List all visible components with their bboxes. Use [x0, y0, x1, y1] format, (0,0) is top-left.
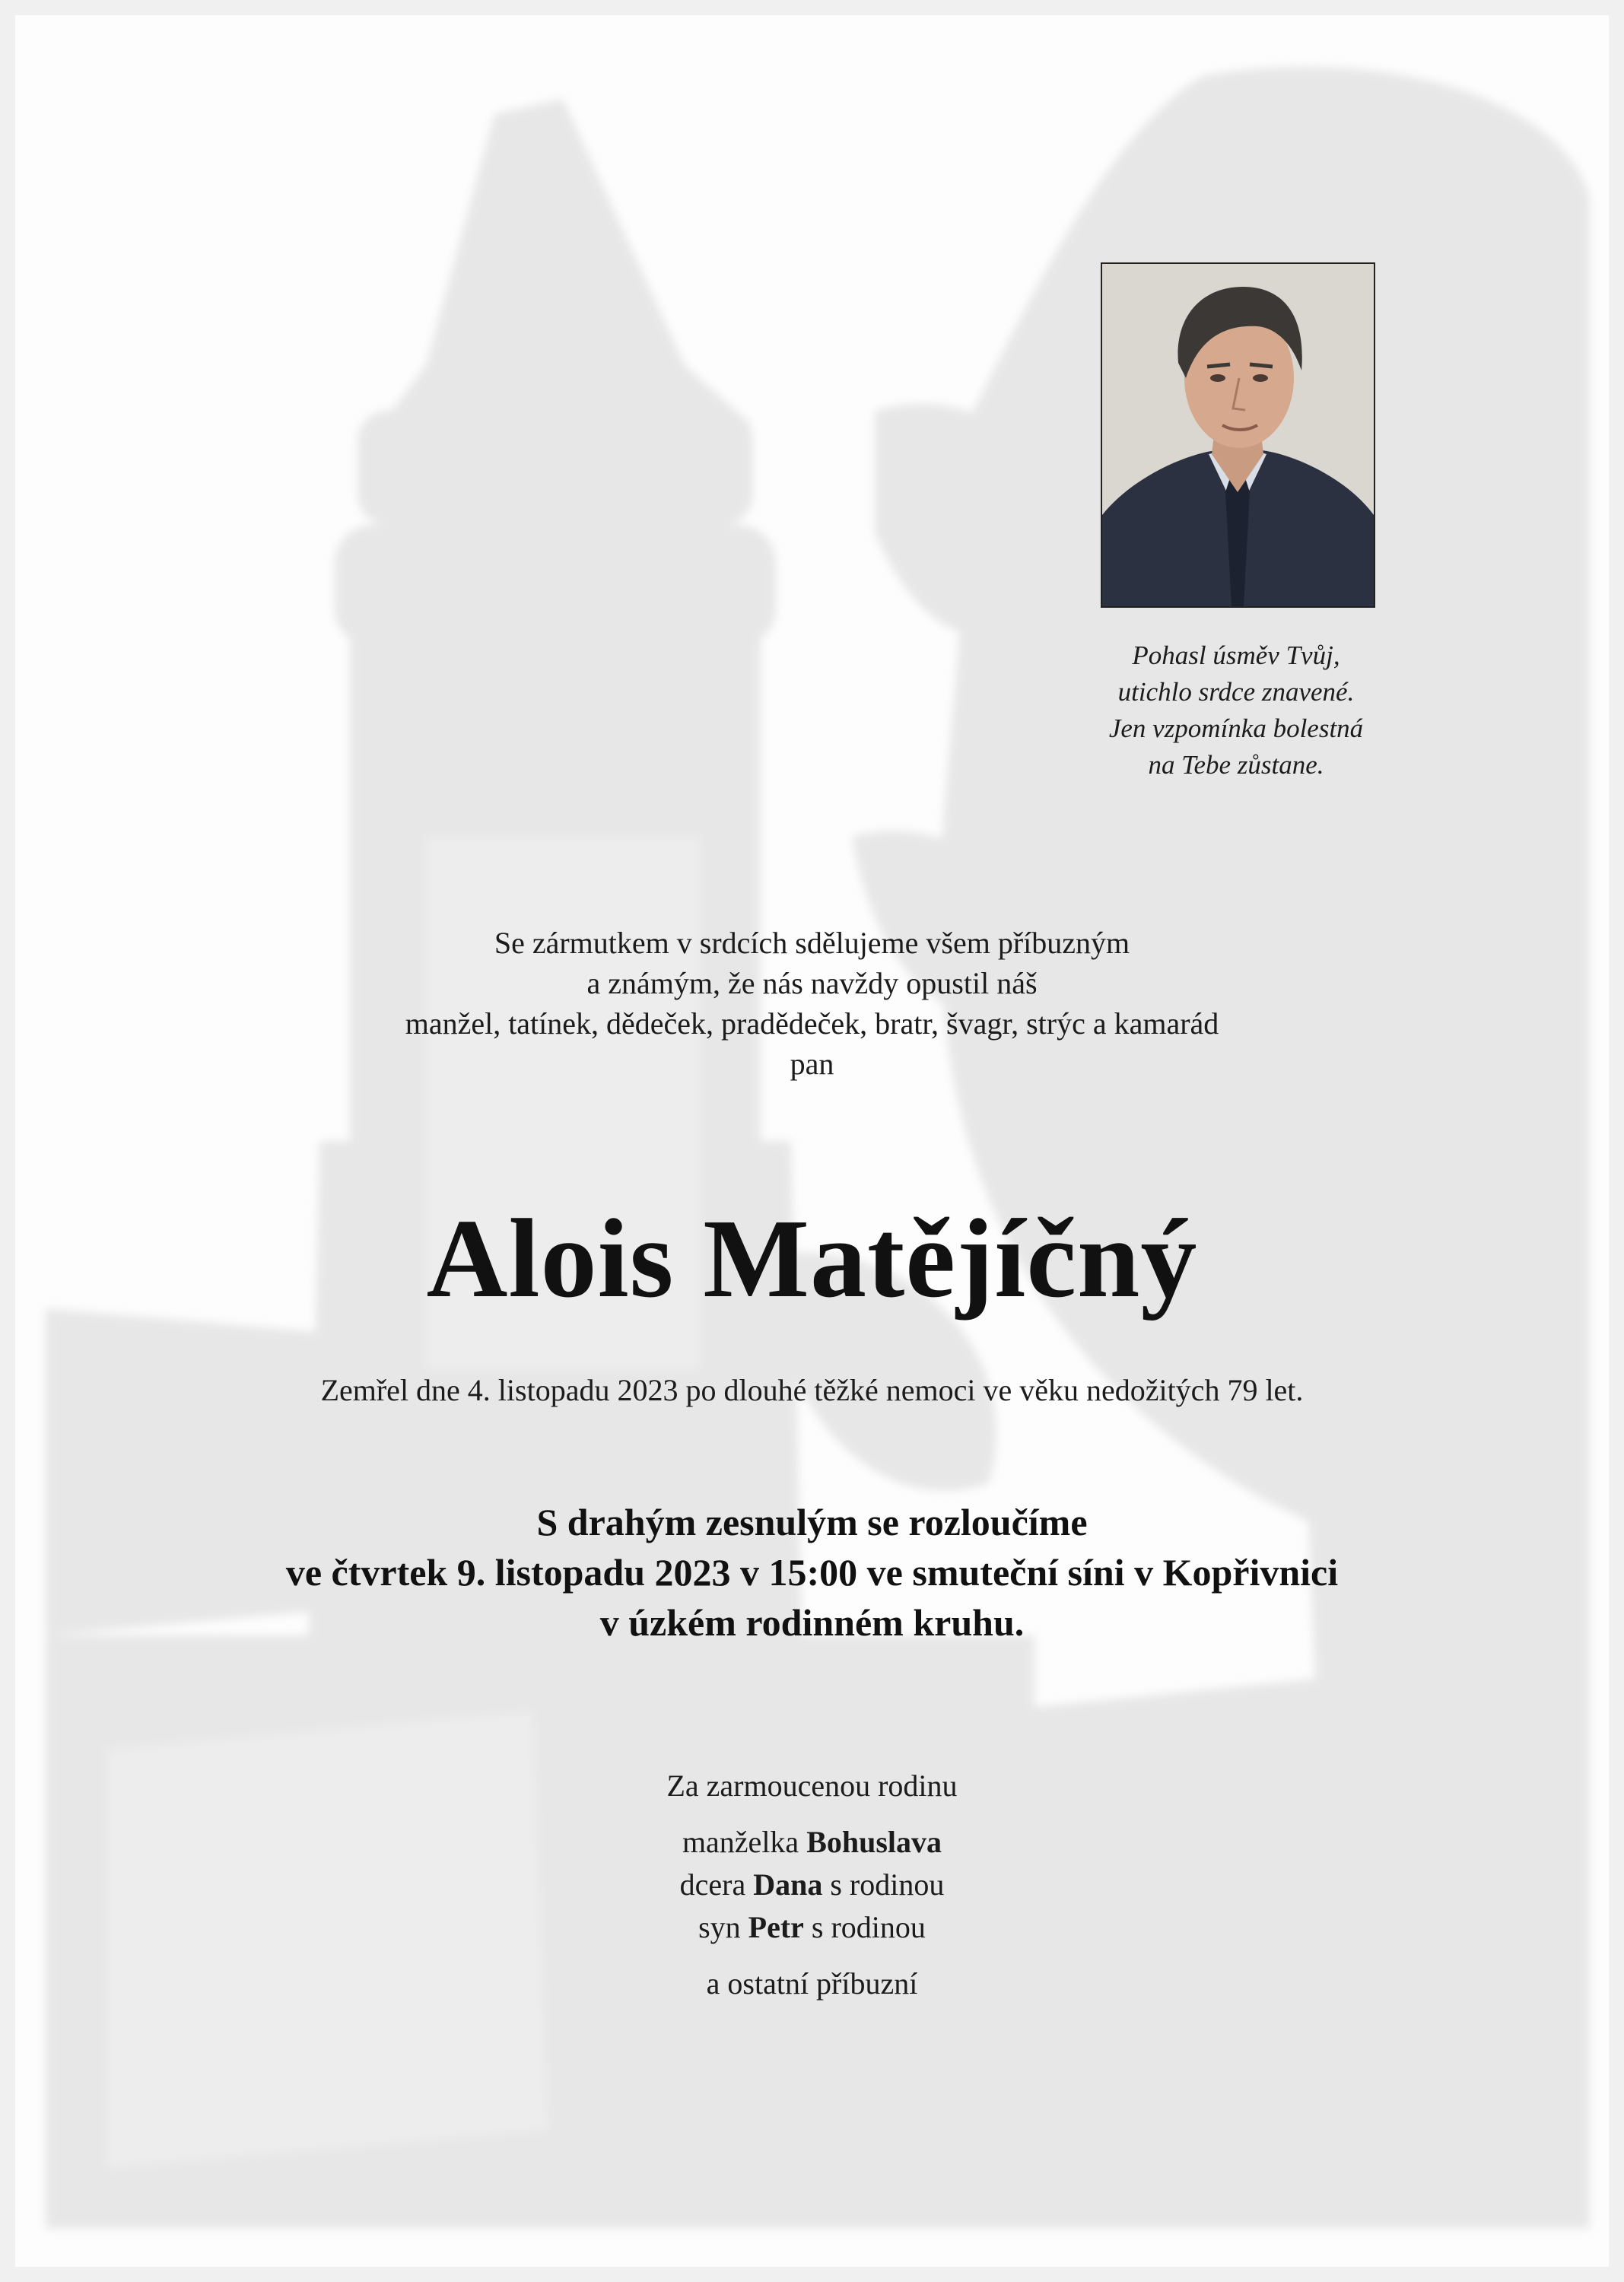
signer-prefix: syn: [698, 1910, 741, 1944]
signer-prefix: manželka: [682, 1825, 799, 1859]
poem-line: Jen vzpomínka bolestná: [1108, 714, 1364, 743]
memorial-poem: [1019, 637, 1453, 783]
announcement-line: a známým, že nás navždy opustil náš: [586, 966, 1038, 1000]
announcement-text: [152, 923, 1472, 1084]
death-note: Zemřel dne 4. listopadu 2023 po dlouhé těžké nemoci ve věku nedožitých 79 let.: [320, 1373, 1304, 1407]
ceremony-line: ve čtvrtek 9. listopadu 2023 v 15:00 ve smuteční síni v Kopřivnici: [285, 1551, 1339, 1594]
signer-daughter: [456, 1864, 1168, 1906]
deceased-name: Alois Matějíčný: [426, 1197, 1198, 1321]
poem-line: na Tebe zůstane.: [1148, 750, 1324, 780]
portrait-photo-icon: [1102, 264, 1374, 606]
signers-others: a ostatní příbuzní: [706, 1966, 918, 2001]
announcement-line: pan: [790, 1047, 834, 1081]
poem-line: utichlo srdce znavené.: [1117, 677, 1355, 707]
signers-intro: Za zarmoucenou rodinu: [666, 1769, 958, 1803]
signer-name: Petr: [748, 1910, 804, 1944]
portrait-photo: [1101, 262, 1375, 608]
family-signers: [456, 1765, 1168, 2005]
ceremony-line: v úzkém rodinném kruhu.: [599, 1601, 1025, 1644]
ceremony-line: S drahým zesnulým se rozloučíme: [536, 1501, 1088, 1543]
signer-suffix: s rodinou: [830, 1867, 945, 1902]
announcement-line: Se zármutkem v srdcích sdělujeme všem příbuzným: [494, 926, 1130, 960]
ceremony-info: [76, 1497, 1548, 1648]
poem-line: Pohasl úsměv Tvůj,: [1132, 640, 1340, 670]
signer-suffix: s rodinou: [811, 1910, 926, 1944]
signer-name: Bohuslava: [806, 1825, 942, 1859]
signer-prefix: dcera: [679, 1867, 746, 1902]
signer-son: [456, 1906, 1168, 1949]
signer-wife: [456, 1821, 1168, 1864]
announcement-line: manžel, tatínek, dědeček, pradědeček, bratr, švagr, strýc a kamarád: [405, 1006, 1219, 1041]
signer-name: Dana: [753, 1867, 823, 1902]
